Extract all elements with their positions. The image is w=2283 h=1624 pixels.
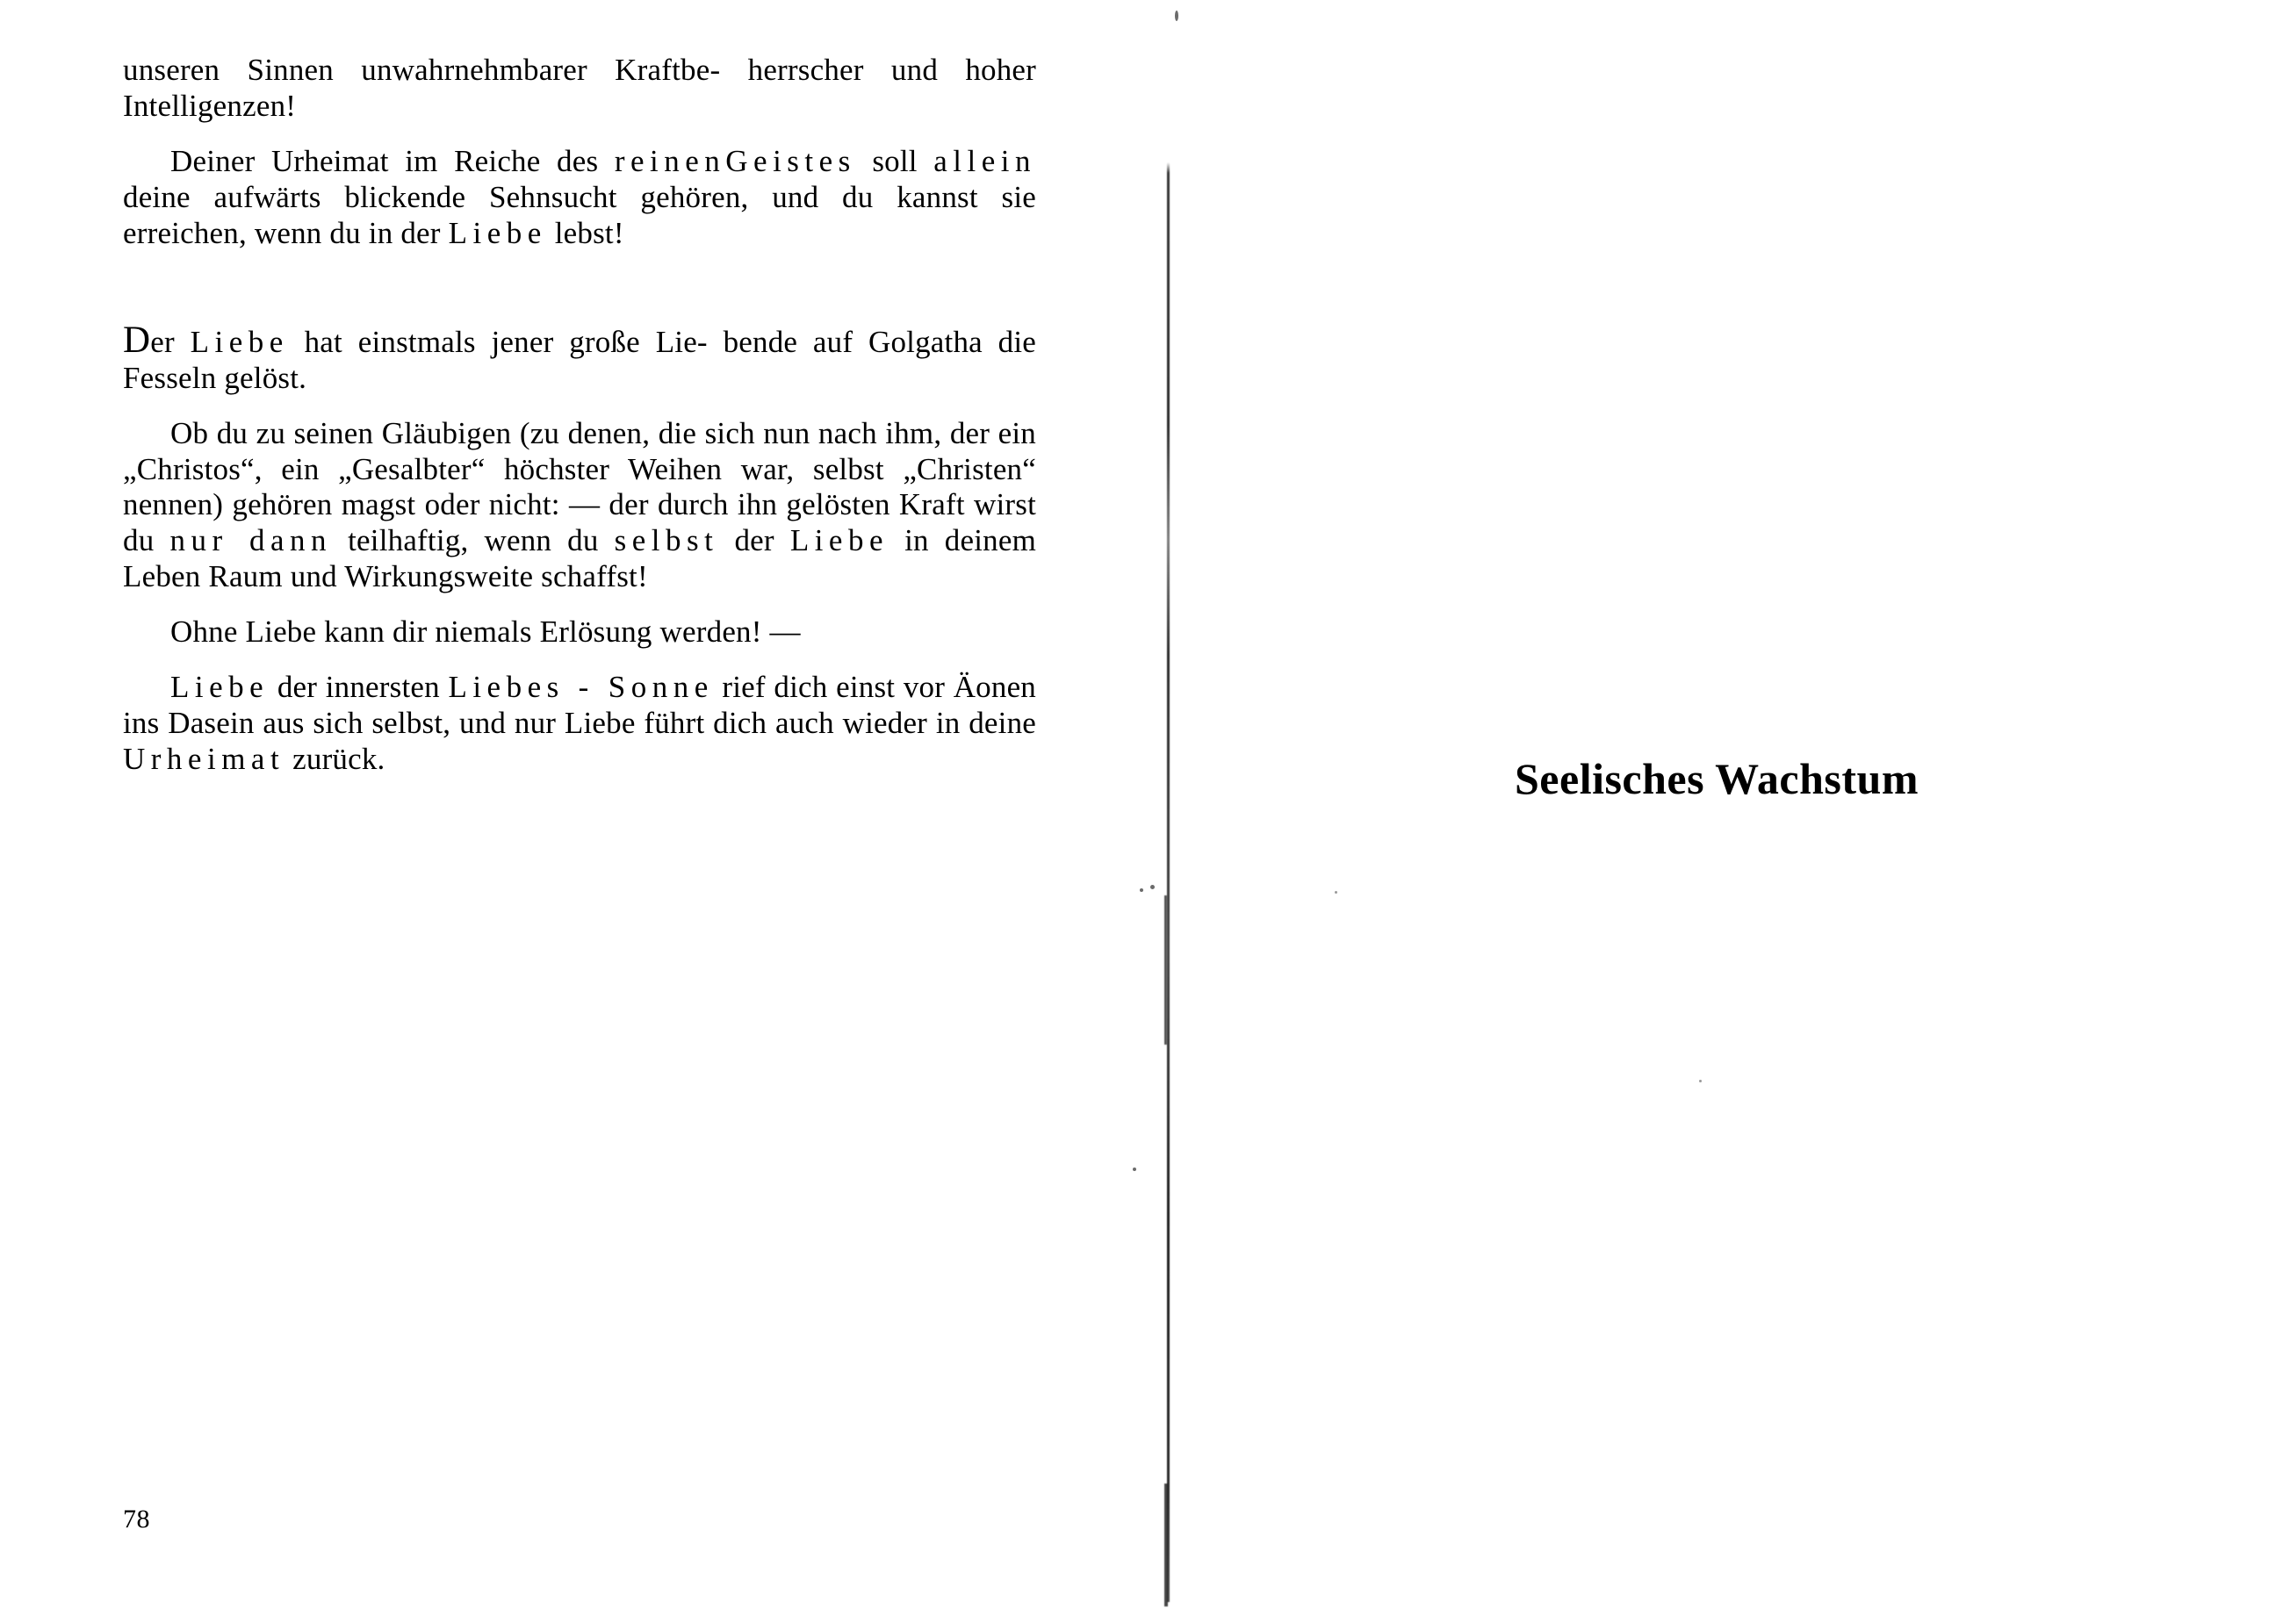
para-5-line-2: Erlösung werden! —	[539, 614, 801, 650]
para-2-emph-liebe: Liebe	[448, 215, 547, 250]
para-3-run-2: hat einstmals jener große Lie-	[288, 324, 708, 359]
body-text-column	[123, 53, 1036, 778]
paragraph-golgatha	[123, 319, 1037, 397]
para-6-run-2: in deine	[935, 706, 1036, 741]
para-2-run-3: deine aufwärts	[123, 179, 321, 214]
para-6-emph-urheimat: Urheimat	[123, 742, 285, 777]
scan-artifact	[1140, 888, 1143, 892]
paper-speck	[1699, 1080, 1702, 1082]
scan-artifact	[1150, 885, 1155, 889]
para-6-line-2: rief dich einst vor Äonen ins Dasein aus sich	[123, 670, 1037, 741]
para-2-run-4: sie erreichen, wenn du in der	[123, 179, 1037, 250]
paragraph-liebessonne	[123, 670, 1036, 778]
para-4-line-8: Wirkungsweite schaffst!	[344, 559, 648, 594]
paper-speck	[1335, 891, 1337, 894]
para-5-line-1: Ohne Liebe kann dir niemals	[170, 614, 532, 650]
scan-artifact	[1133, 1168, 1136, 1171]
para-4-line-3: „Gesalbter“ höchster Weihen war, selbst	[338, 451, 884, 486]
para-4-line-2: sich nun nach ihm, der ein „Christos“, ein	[123, 415, 1037, 486]
chapter-title: Seelisches Wachstum	[1515, 754, 1919, 803]
para-6-emph-liebe: Liebe	[170, 670, 270, 705]
page-number: 78	[123, 1505, 150, 1534]
right-page	[1150, 0, 2283, 1624]
para-1-line-2: herrscher und hoher Intelligenzen!	[123, 53, 1037, 123]
para-3-emph-liebe: Liebe	[190, 324, 289, 359]
paragraph-urheimat	[123, 144, 1036, 252]
para-2-emph-geistes: Geistes	[725, 143, 856, 178]
para-4-emph-selbst: selbst	[614, 523, 719, 558]
para-6-emph-liebes-sonne: Liebes - Sonne	[448, 670, 714, 705]
para-2-line-3: blickende Sehnsucht gehören, und du kannst	[344, 179, 978, 214]
para-4-line-5: — der durch ihn gelösten Kraft wirst du	[123, 487, 1036, 558]
para-4-line-4: „Christen“ nennen) gehören magst oder nicht:	[123, 451, 1036, 522]
para-2-emph-reinen: reinen	[614, 143, 726, 178]
para-4-run-2: der	[734, 523, 790, 558]
para-4-emph-nur-dann: nur dann	[169, 523, 333, 558]
para-2-emph-allein: allein	[933, 143, 1036, 178]
para-6-run-3: zurück.	[284, 742, 385, 777]
para-3-lead-cap: D	[123, 319, 151, 361]
para-6-line-3: selbst, und nur Liebe führt dich auch wieder	[371, 706, 928, 741]
para-3-run-1: er	[150, 324, 191, 359]
paragraph-erloesung	[123, 614, 1036, 650]
para-2-run-2: soll	[855, 143, 934, 178]
para-3-line-2: bende auf Golgatha die Fesseln gelöst.	[123, 324, 1037, 395]
para-4-emph-liebe: Liebe	[789, 523, 889, 558]
para-4-run-3: in deinem Leben Raum und	[123, 523, 1036, 594]
para-1-line-1: unseren Sinnen unwahrnehmbarer Kraftbe-	[123, 53, 721, 87]
para-6-run-1: der innersten	[269, 670, 449, 705]
para-2-run-5: lebst!	[546, 215, 624, 250]
para-4-run-1: teilhaftig, wenn du	[332, 523, 615, 558]
para-2-run-1: Deiner Urheimat im Reiche des	[170, 143, 615, 178]
para-4-line-1: Ob du zu seinen Gläubigen (zu denen, die	[170, 415, 697, 450]
paragraph-continuation	[123, 53, 1036, 125]
paragraph-glaeubigen	[123, 416, 1036, 596]
scan-artifact	[1175, 11, 1178, 21]
